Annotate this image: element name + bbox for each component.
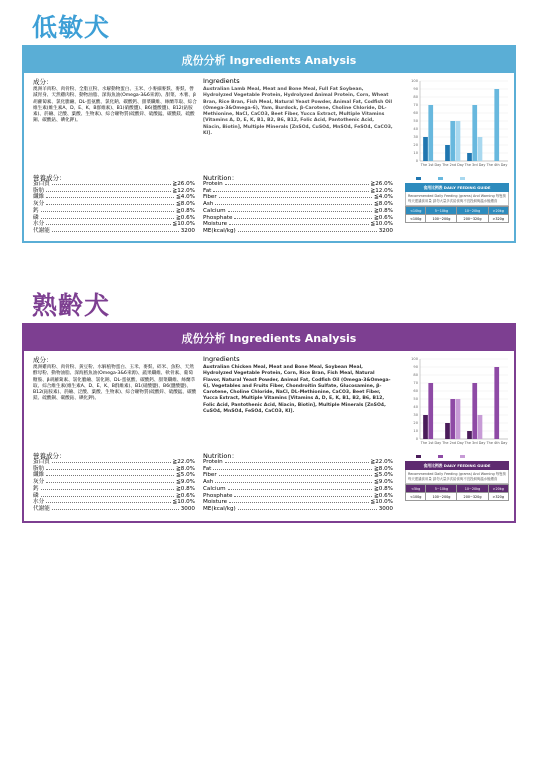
ingredients-panel-senior	[22, 323, 516, 523]
weight-range-cell: 10~20kg	[457, 485, 488, 493]
product-title-hypoallergenic: 低敏犬	[32, 13, 111, 42]
y-tick-label: 70	[413, 381, 418, 386]
dot-leader	[46, 204, 174, 205]
bar	[428, 383, 433, 439]
y-tick-label: 90	[413, 87, 418, 92]
nutrient-name: 水分	[33, 499, 45, 506]
nutrient-value: ≧0.6%	[176, 492, 195, 499]
bar	[456, 121, 461, 161]
y-tick-label: 0	[415, 437, 418, 442]
nutrition-row	[203, 466, 393, 473]
nutrient-value: ≦9.0%	[176, 479, 195, 486]
y-tick-label: 50	[413, 397, 418, 402]
nutrient-value: ≧0.8%	[374, 207, 393, 214]
nutrition-row	[33, 479, 195, 486]
nutrient-name: 灰分	[33, 479, 45, 486]
dot-leader	[46, 469, 174, 470]
dot-leader	[238, 509, 377, 510]
feeding-amount-cell: 100~200g	[426, 215, 457, 223]
ingredients-cn-text: 澳洲雞肉粉、肉骨粉、黃豆粉、水解植物蛋白、玉米、麥麩、碎米、魚粉、天然酵母粉、動物油脂、深海鱈魚油(Omega-3&6來源)、蔬果纖維、軟骨素、葡萄糖胺、β胡蘿蔔素、氯化膽鹼、氯化鈉、DL-蛋氨酸、碳酸鈣、甜菜纖維、絲蘭萃取、綜合維生素(維生素A、D、E、K、B群維素)、B1(硝酸鹽)、B6(鹽酸鹽)、B12(鈷胺素)、菸鹼、泛酸、葉酸、生物素)、綜合礦物質(硫酸鋅、硫酸錳、碳酸鎂、硫酸銅、碳酸鈷、碘化鉀)。	[33, 365, 197, 402]
y-tick-label: 50	[413, 119, 418, 124]
nutrition-en-list	[203, 181, 393, 235]
nutrient-name: Moisture	[203, 499, 228, 506]
feeding-guide-note: Recommended Daily Feeding (grams) And Warning 每隻狗每天建議食用量 請勿大量多次給食與不宜投飼與溫水後餵食	[405, 192, 509, 206]
nutrition-en-label: Nutrition：	[203, 174, 238, 182]
nutrient-name: Ash	[203, 201, 214, 208]
nutrition-row	[203, 486, 393, 493]
nutrient-value: ≧0.8%	[176, 485, 195, 492]
y-tick-label: 10	[413, 151, 418, 156]
nutrient-value: ≦10.0%	[370, 221, 393, 228]
dot-leader	[229, 502, 368, 503]
nutrient-name: 磷	[33, 492, 39, 499]
nutrient-name: Moisture	[203, 221, 228, 228]
nutrient-name: Protein	[203, 459, 223, 465]
dot-leader	[41, 218, 174, 219]
nutrition-row	[203, 493, 393, 500]
nutrient-name: 蛋白質	[33, 181, 50, 187]
nutrient-name: ME(kcal/kg)	[203, 505, 236, 512]
chart-legend	[416, 455, 465, 459]
nutrient-name: 代謝能	[33, 505, 50, 512]
nutrient-name: Fat	[203, 187, 212, 194]
panel-header	[24, 325, 514, 351]
x-tick-label: The 2nd Day	[442, 163, 464, 167]
dot-leader	[213, 469, 372, 470]
dot-leader	[225, 184, 369, 185]
nutrient-value: ≧0.6%	[176, 214, 195, 221]
x-tick-label: The 1st Day	[420, 441, 442, 445]
y-tick-label: 80	[413, 95, 418, 100]
nutrition-row	[33, 486, 195, 493]
dot-leader	[234, 496, 372, 497]
feeding-amount-cell: 200~320g	[457, 493, 488, 501]
x-tick-label: The 2nd Day	[442, 441, 464, 445]
nutrition-row	[33, 188, 195, 195]
nutrition-row	[203, 221, 393, 228]
nutrient-value: ≧12.0%	[172, 187, 195, 194]
nutrient-name: Ash	[203, 479, 214, 486]
dot-leader	[46, 191, 170, 192]
bar	[428, 105, 433, 161]
ingredients-cn-label: 成分：	[33, 356, 53, 364]
ingredients-en-label: Ingredients	[203, 355, 240, 363]
dot-leader	[46, 475, 174, 476]
nutrient-value: ≧0.6%	[374, 214, 393, 221]
nutrient-name: Fat	[203, 465, 212, 472]
nutrition-cn-list	[33, 459, 195, 513]
y-tick-label: 30	[413, 135, 418, 140]
nutrient-name: Fiber	[203, 194, 217, 201]
bar	[445, 145, 450, 161]
dot-leader	[46, 197, 174, 198]
dot-leader	[234, 218, 372, 219]
product-title-senior: 熟齡犬	[32, 291, 111, 320]
dot-leader	[41, 496, 174, 497]
bar	[423, 137, 428, 161]
nutrient-value: ≧8.0%	[374, 465, 393, 472]
nutrient-name: 水分	[33, 221, 45, 228]
feeding-guide-value-row	[406, 493, 509, 501]
bar	[472, 383, 477, 439]
bar	[450, 121, 455, 161]
nutrition-en-list	[203, 459, 393, 513]
feeding-amount-cell: <100g	[406, 493, 426, 501]
weight-range-cell: <10kg	[406, 207, 426, 215]
nutrient-value: ≦5.0%	[176, 472, 195, 479]
panel-title: 成份分析 Ingredients Analysis	[181, 54, 357, 67]
weight-range-cell: <5kg	[406, 485, 426, 493]
legend-swatch-2	[438, 455, 443, 458]
nutrient-name: Calcium	[203, 207, 226, 214]
nutrient-name: 蛋白質	[33, 459, 50, 465]
bar	[472, 105, 477, 161]
feeding-amount-cell: >320g	[488, 493, 508, 501]
panel-title: 成份分析 Ingredients Analysis	[181, 332, 357, 345]
feeding-guide-title: 食用比例表 DAILY FEEDING GUIDE	[405, 461, 509, 470]
feeding-guide-title: 食用比例表 DAILY FEEDING GUIDE	[405, 183, 509, 192]
nutrient-value: 3200	[378, 227, 393, 234]
nutrition-cn-label: 營養成分：	[33, 174, 66, 182]
nutrient-value: ≦4.0%	[374, 194, 393, 201]
feeding-guide	[405, 461, 509, 501]
legend-swatch-3	[460, 177, 465, 180]
dot-leader	[52, 462, 171, 463]
nutrient-name: Phosphate	[203, 214, 233, 221]
dot-leader	[229, 224, 368, 225]
x-tick-label: The 3rd Day	[464, 163, 486, 167]
legend-swatch-3	[460, 455, 465, 458]
bar	[494, 89, 499, 161]
y-tick-label: 70	[413, 103, 418, 108]
feeding-guide-table	[405, 484, 509, 501]
y-tick-label: 20	[413, 143, 418, 148]
dot-leader	[228, 489, 373, 490]
bar	[450, 399, 455, 439]
nutrient-value: ≦8.0%	[374, 201, 393, 208]
ingredients-en-text: Australian Chicken Meal, Meat and Bone Meal, Soybean Meal, Hydrolyzed Vegetable Protein, Corn, Rice Bran, Fish Meal, Natural Flavor, Natural Yeast Powder, Animal Fat, Codfish Oil (Omega-3&Omega-6), Vegetables and Fruits Fiber, Chondroitin Sulfate, Glucosamine, β-Carotene, Choline Chloride, NaCl, DL-Methionine, CaCO3, Beet Fiber, Yucca Extract, Multiple Vitamins [Vitamins A, D, E, K, B1, B2, B6, B12, Folic Acid, Pantothenic Acid, Niacin, Biotin], Multiple Minerals [ZnSO4, CuSO4, MnSO4, FeSO4, CaCO3, KI].	[203, 365, 391, 415]
nutrient-value: ≦8.0%	[176, 201, 195, 208]
ingredients-panel-hypoallergenic	[22, 45, 516, 243]
nutrition-row	[33, 208, 195, 215]
feeding-guide	[405, 183, 509, 223]
y-tick-label: 30	[413, 413, 418, 418]
nutrient-value: ≧0.8%	[176, 207, 195, 214]
nutrient-value: 3000	[378, 505, 393, 512]
nutrition-row	[203, 479, 393, 486]
weight-range-cell: >20kg	[488, 485, 508, 493]
weight-range-cell: >20kg	[488, 207, 508, 215]
nutrient-value: ≦10.0%	[370, 499, 393, 506]
nutrition-row	[203, 499, 393, 506]
nutrient-value: ≧12.0%	[370, 187, 393, 194]
dot-leader	[219, 475, 372, 476]
x-tick-label: The 4th Day	[486, 441, 508, 445]
nutrition-row	[203, 506, 393, 513]
nutrition-row	[33, 499, 195, 506]
y-tick-label: 0	[415, 159, 418, 164]
nutrient-name: 纖維	[33, 194, 45, 201]
nutrition-row	[203, 188, 393, 195]
feeding-amount-cell: 100~200g	[426, 493, 457, 501]
dot-leader	[46, 502, 170, 503]
nutrient-value: ≧8.0%	[176, 465, 195, 472]
nutrient-value: ≧0.6%	[374, 492, 393, 499]
nutrient-name: Phosphate	[203, 492, 233, 499]
legend-swatch-1	[416, 177, 421, 180]
digestion-bar-chart	[404, 353, 512, 453]
nutrition-row	[33, 459, 195, 466]
feeding-amount-cell: 200~320g	[457, 215, 488, 223]
feeding-guide-table	[405, 206, 509, 223]
chart-legend	[416, 177, 465, 181]
dot-leader	[46, 482, 174, 483]
weight-range-cell: 5~10kg	[426, 207, 457, 215]
nutrient-value: ≦10.0%	[172, 221, 195, 228]
bar	[467, 153, 472, 161]
legend-swatch-2	[438, 177, 443, 180]
nutrition-row	[33, 181, 195, 188]
nutrition-row	[203, 472, 393, 479]
ingredients-en-label: Ingredients	[203, 77, 240, 85]
nutrient-name: 纖維	[33, 472, 45, 479]
x-tick-label: The 3rd Day	[464, 441, 486, 445]
dot-leader	[52, 509, 179, 510]
nutrient-value: ≧22.0%	[370, 459, 393, 465]
y-tick-label: 60	[413, 111, 418, 116]
dot-leader	[41, 489, 174, 490]
dot-leader	[215, 482, 372, 483]
bar	[467, 431, 472, 439]
nutrition-row	[203, 201, 393, 208]
digestion-bar-chart	[404, 75, 512, 175]
feeding-guide-note: Recommended Daily Feeding (grams) And Warning 每隻狗每天建議食用量 請勿大量多次給食與不宜投飼與溫水後餵食	[405, 470, 509, 484]
bar	[478, 415, 483, 439]
bar	[456, 399, 461, 439]
nutrition-row	[33, 221, 195, 228]
nutrition-en-label: Nutrition：	[203, 452, 238, 460]
weight-range-cell: 10~20kg	[457, 207, 488, 215]
feeding-guide-header-row	[406, 485, 509, 493]
nutrient-value: ≦4.0%	[176, 194, 195, 201]
nutrition-row	[33, 493, 195, 500]
ingredients-cn-text: 澳洲羊肉粉、肉骨粉、全脂豆粉、水解動物蛋白、玉米、小麥細麥麩、麥麩、營減胃身、天然雞肉粉、動物油脂、深海魚油(Omega-3&6來源)、甜菜、木薯、β胡蘿蔔素、氯化膽鹼、DL-蛋氨酸、氯化鈉、碳酸鈣、甜菜纖維、絲蘭萃取、綜合維生素(維生素A、D、E、K、B群維素)、B1(硝酸鹽)、B6(鹽酸鹽)、B12(鈷胺素)、菸鹼、泛酸、葉酸、生物素)、綜合礦物質(硫酸鋅、硫酸錳、碳酸鎂、硫酸銅、碳酸鈷、碘化鉀)。	[33, 87, 197, 124]
feeding-amount-cell: <100g	[406, 215, 426, 223]
nutrient-value: ≧0.8%	[374, 485, 393, 492]
nutrient-value: ≦10.0%	[172, 499, 195, 506]
y-tick-label: 80	[413, 373, 418, 378]
panel-header	[24, 47, 514, 73]
nutrient-value: 3200	[180, 227, 195, 234]
ingredients-en-text: Australian Lamb Meal, Meat and Bone Meal, Full Fat Soybean, Hydrolyzed Vegetable Protein, Hydrolyzed Animal Protein, Corn, Wheat Bran, Rice Bran, Fish Meal, Natural Yeast Powder, Animal Fat, Codfish Oil (Omega-3&Omega-6), Yam, Burdock, β-Carotene, Choline Chloride, DL-Methionine, NaCl, CaCO3, Beet Fiber, Yucca Extract, Multiple Vitamins [Vitamins A, D, E, K, B1, B2, B6, B12, Folic Acid, Pantothenic Acid, Niacin, Biotin], Multiple Minerals [ZnSO4, CuSO4, MnSO4, FeSO4, CaCO3, KI].	[203, 87, 393, 137]
nutrient-name: Fiber	[203, 472, 217, 479]
nutrition-cn-label: 營養成分：	[33, 452, 66, 460]
bar	[478, 137, 483, 161]
nutrition-row	[33, 194, 195, 201]
nutrient-name: 鈣	[33, 207, 39, 214]
legend-swatch-1	[416, 455, 421, 458]
nutrient-value: ≦9.0%	[374, 479, 393, 486]
nutrient-name: 灰分	[33, 201, 45, 208]
bar	[445, 423, 450, 439]
dot-leader	[52, 184, 171, 185]
nutrition-row	[203, 215, 393, 222]
nutrition-row	[203, 208, 393, 215]
nutrient-name: Protein	[203, 181, 223, 187]
weight-range-cell: 5~10kg	[426, 485, 457, 493]
ingredients-cn-label: 成分：	[33, 78, 53, 86]
x-tick-label: The 1st Day	[420, 163, 442, 167]
nutrition-row	[33, 215, 195, 222]
dot-leader	[52, 231, 179, 232]
nutrient-name: 鈣	[33, 485, 39, 492]
nutrition-row	[203, 459, 393, 466]
nutrient-name: 脂肪	[33, 465, 45, 472]
nutrient-name: Calcium	[203, 485, 226, 492]
nutrient-name: 磷	[33, 214, 39, 221]
nutrition-row	[33, 228, 195, 235]
dot-leader	[219, 197, 372, 198]
dot-leader	[225, 462, 369, 463]
nutrition-row	[203, 194, 393, 201]
nutrition-cn-list	[33, 181, 195, 235]
dot-leader	[41, 211, 174, 212]
y-tick-label: 100	[411, 357, 418, 362]
dot-leader	[46, 224, 170, 225]
nutrition-row	[33, 472, 195, 479]
nutrition-row	[203, 181, 393, 188]
bar	[423, 415, 428, 439]
nutrition-row	[203, 228, 393, 235]
bar	[494, 367, 499, 439]
y-tick-label: 40	[413, 405, 418, 410]
y-tick-label: 10	[413, 429, 418, 434]
nutrient-value: ≧26.0%	[172, 181, 195, 187]
y-tick-label: 90	[413, 365, 418, 370]
feeding-guide-header-row	[406, 207, 509, 215]
nutrient-name: ME(kcal/kg)	[203, 227, 236, 234]
nutrient-value: ≧26.0%	[370, 181, 393, 187]
y-tick-label: 100	[411, 79, 418, 84]
feeding-amount-cell: >320g	[488, 215, 508, 223]
nutrient-name: 脂肪	[33, 187, 45, 194]
nutrient-name: 代謝能	[33, 227, 50, 234]
nutrition-row	[33, 201, 195, 208]
x-tick-label: The 4th Day	[486, 163, 508, 167]
feeding-guide-value-row	[406, 215, 509, 223]
nutrient-value: ≧22.0%	[172, 459, 195, 465]
dot-leader	[238, 231, 377, 232]
nutrition-row	[33, 466, 195, 473]
y-tick-label: 60	[413, 389, 418, 394]
nutrition-row	[33, 506, 195, 513]
dot-leader	[215, 204, 372, 205]
nutrient-value: ≦5.0%	[374, 472, 393, 479]
dot-leader	[213, 191, 368, 192]
y-tick-label: 40	[413, 127, 418, 132]
dot-leader	[228, 211, 373, 212]
y-tick-label: 20	[413, 421, 418, 426]
nutrient-value: 3000	[180, 505, 195, 512]
